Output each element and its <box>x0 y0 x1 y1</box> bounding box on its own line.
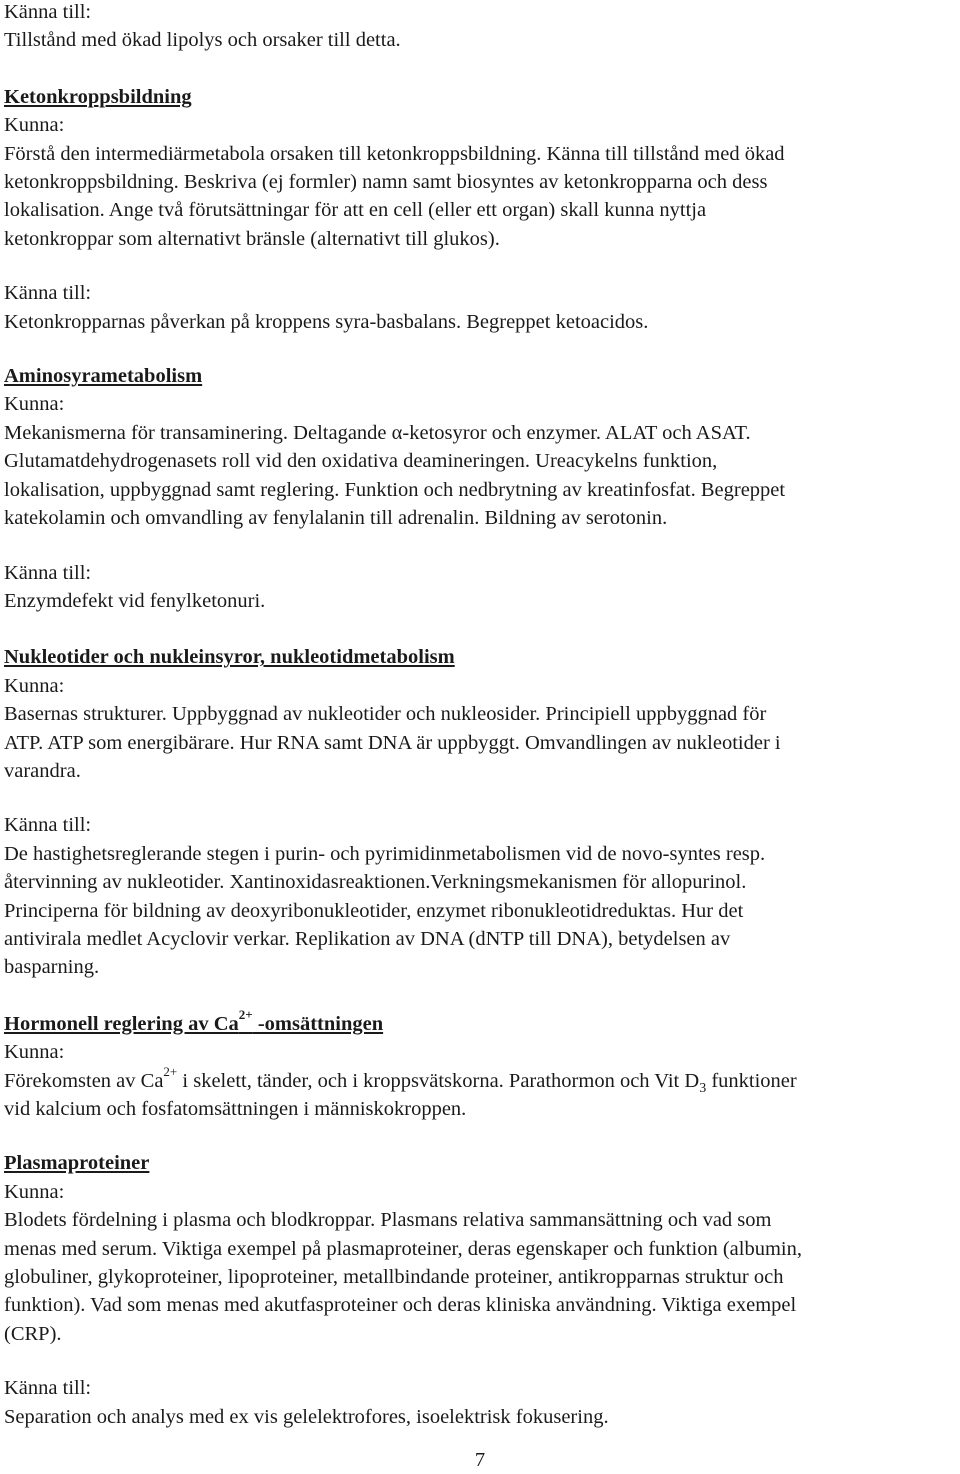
body-line: Förstå den intermediärmetabola orsaken till ketonkroppsbildning. Känna till tillstånd med ökad <box>4 142 785 165</box>
body-line: Mekanismerna för transaminering. Deltagande α-ketosyror och enzymer. ALAT och ASAT. <box>4 421 751 444</box>
text-run: i skelett, tänder, och i kroppsvätskorna. Parathormon och Vit D <box>177 1069 700 1092</box>
body-line: Enzymdefekt vid fenylketonuri. <box>4 589 266 612</box>
text-run: funktioner <box>706 1069 797 1092</box>
body-line: funktion). Vad som menas med akutfasproteiner och deras kliniska användning. Viktiga exempel <box>4 1294 797 1317</box>
text-run: Förekomsten av Ca <box>4 1069 164 1092</box>
body-line: basparning. <box>4 956 100 979</box>
body-line: ATP. ATP som energibärare. Hur RNA samt DNA är uppbyggt. Omvandlingen av nukleotider i <box>4 731 781 754</box>
kanna-till-label: Känna till: <box>4 1377 92 1400</box>
body-line: lokalisation, uppbyggnad samt reglering. Funktion och nedbrytning av kreatinfosfat. Begreppet <box>4 478 786 501</box>
subscript: 3 <box>699 1080 707 1096</box>
kanna-till-label: Känna till: <box>4 282 92 305</box>
body-line <box>4 1063 956 1096</box>
kunna-label: Kunna: <box>4 114 65 137</box>
body-line: (CRP). <box>4 1322 62 1345</box>
body-line: vid kalcium och fosfatomsättningen i människokroppen. <box>4 1098 467 1120</box>
body-line: Principerna för bildning av deoxyribonukleotider, enzymet ribonukleotidreduktas. Hur det <box>4 899 744 922</box>
kunna-label: Kunna: <box>4 393 65 416</box>
kanna-till-label: Känna till: <box>4 561 92 584</box>
body-line: varandra. <box>4 759 81 782</box>
body-line: Separation och analys med ex vis gelelektrofores, isoelektrisk fokusering. <box>4 1405 609 1428</box>
body-line: antivirala medlet Acyclovir verkar. Replikation av DNA (dNTP till DNA), betydelsen av <box>4 927 731 950</box>
body-line: Glutamatdehydrogenasets roll vid den oxidativa deamineringen. Ureacykelns funktion, <box>4 450 718 473</box>
kanna-till-label: Känna till: <box>4 1 92 23</box>
section-heading-aminosyrametabolism: Aminosyrametabolism <box>4 365 203 388</box>
heading-text: Hormonell reglering av Ca <box>4 1012 239 1035</box>
body-line: katekolamin och omvandling av fenylalanin till adrenalin. Bildning av serotonin. <box>4 507 668 530</box>
section-heading-kalcium <box>4 1006 956 1038</box>
kunna-label: Kunna: <box>4 674 65 697</box>
kunna-label: Kunna: <box>4 1180 65 1203</box>
body-line: globuliner, glykoproteiner, lipoproteiner, metallbindande proteiner, antikropparnas struktur och <box>4 1266 784 1289</box>
body-line: menas med serum. Viktiga exempel på plasmaproteiner, deras egenskaper och funktion (albumin, <box>4 1237 802 1260</box>
body-line: Ketonkropparnas påverkan på kroppens syra-basbalans. Begreppet ketoacidos. <box>4 310 649 333</box>
intro-text: Tillstånd med ökad lipolys och orsaker till detta. <box>4 29 401 52</box>
body-line: återvinning av nukleotider. Xantinoxidasreaktionen.Verkningsmekanismen för allopurinol. <box>4 871 747 894</box>
document-page <box>4 0 956 1431</box>
page-number: 7 <box>474 1449 486 1471</box>
body-line: De hastighetsreglerande stegen i purin- och pyrimidinmetabolismen vid de novo-syntes resp. <box>4 842 766 865</box>
section-heading-ketonkroppsbildning: Ketonkroppsbildning <box>4 85 192 108</box>
body-line: ketonkroppar som alternativt bränsle (alternativt till glukos). <box>4 227 500 250</box>
body-line: ketonkroppsbildning. Beskriva (ej formler) namn samt biosyntes av ketonkropparna och dess <box>4 171 768 194</box>
kanna-till-label: Känna till: <box>4 814 92 837</box>
kunna-label: Kunna: <box>4 1041 65 1064</box>
section-heading-plasmaproteiner: Plasmaproteiner <box>4 1152 150 1175</box>
section-heading-nukleotider: Nukleotider och nukleinsyror, nukleotidmetabolism <box>4 646 455 669</box>
heading-superscript: 2+ <box>238 1006 253 1022</box>
heading-text: -omsättningen <box>252 1012 384 1035</box>
body-line: Basernas strukturer. Uppbyggnad av nukleotider och nukleosider. Principiell uppbyggnad för <box>4 703 767 726</box>
body-line: lokalisation. Ange två förutsättningar för att en cell (eller ett organ) skall kunna nyttja <box>4 199 707 222</box>
body-line: Blodets fördelning i plasma och blodkroppar. Plasmans relativa sammansättning och vad som <box>4 1209 772 1232</box>
superscript: 2+ <box>163 1063 178 1079</box>
